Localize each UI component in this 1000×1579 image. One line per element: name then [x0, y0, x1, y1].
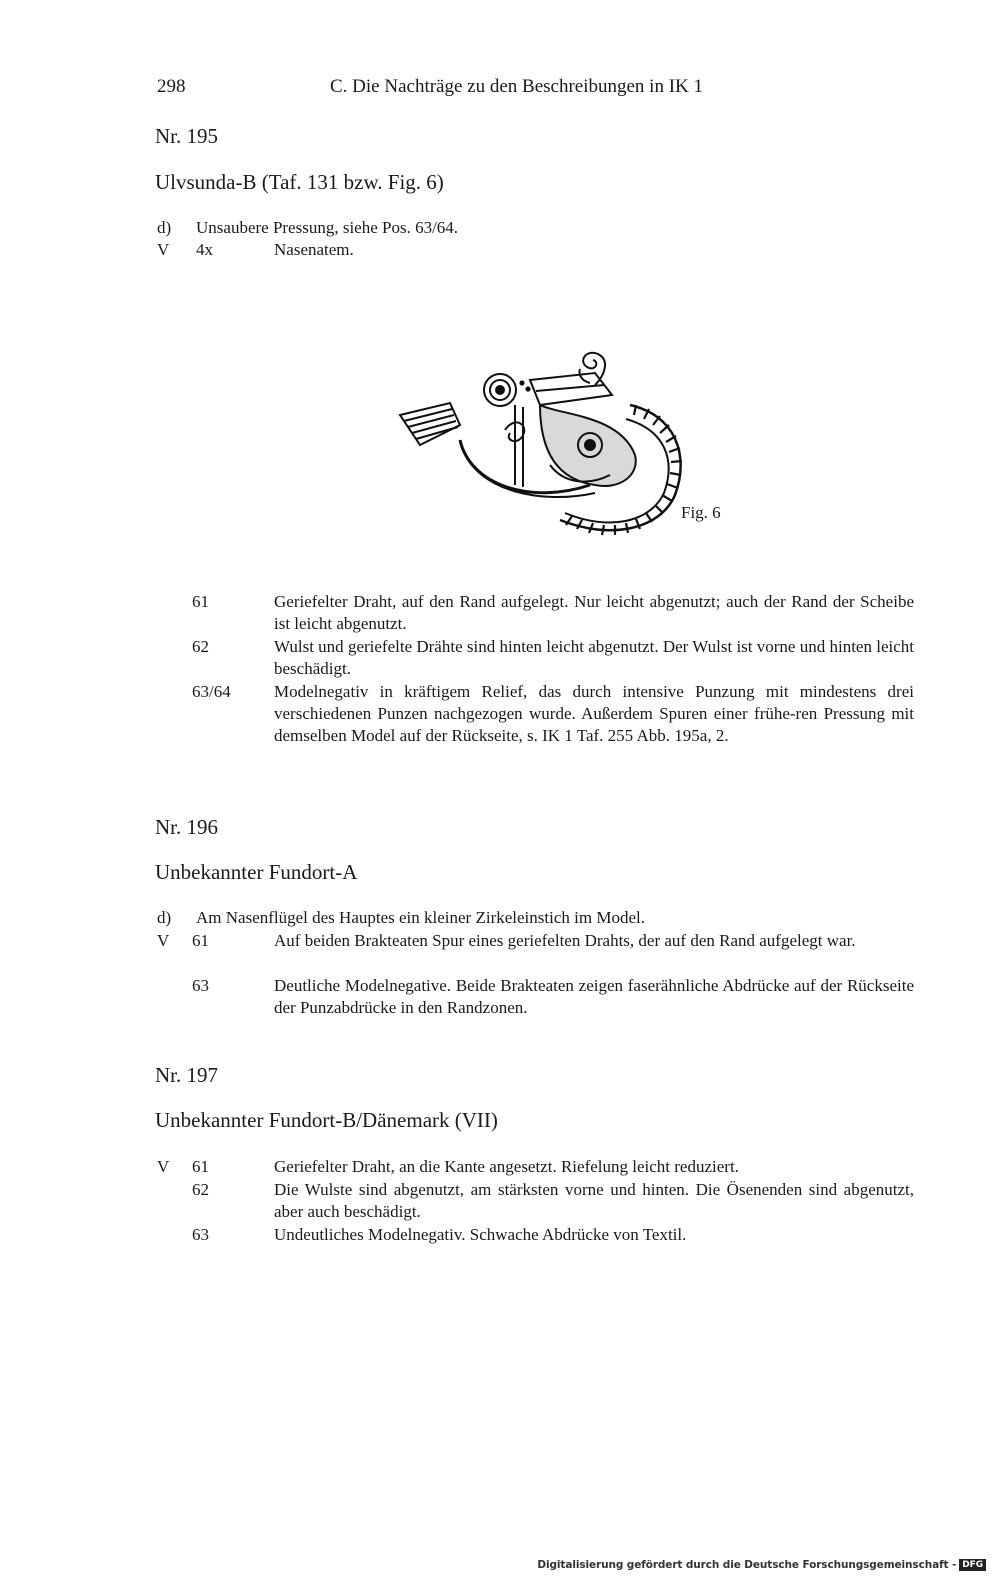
d-marker-196: d) — [157, 908, 172, 927]
item-num-196-61: 61 — [192, 931, 209, 950]
running-title: C. Die Nachträge zu den Beschreibungen in IK 1 — [330, 76, 704, 97]
d-marker-195: d) — [157, 218, 172, 237]
entry-number-197: Nr. 197 — [155, 1063, 218, 1087]
item-num-197-61: 61 — [192, 1157, 209, 1176]
page-number: 298 — [157, 76, 186, 97]
v-marker-197: V — [157, 1157, 170, 1176]
item-text-195-62: Wulst und geriefelte Drähte sind hinten leicht abgenutzt. Der Wulst ist vorne und hinten leicht beschädigt. — [274, 637, 914, 678]
entry-number-195: Nr. 195 — [155, 124, 218, 148]
entry-number-196: Nr. 196 — [155, 815, 218, 839]
v-marker-195: V — [157, 240, 170, 259]
v-code-195: 4x — [196, 240, 213, 259]
item-num-196-63: 63 — [192, 976, 209, 995]
entry-title-196: Unbekannter Fundort-A — [155, 860, 358, 884]
d-text-196: Am Nasenflügel des Hauptes ein kleiner Zirkeleinstich im Model. — [196, 908, 645, 927]
dfg-logo: DFG — [959, 1559, 986, 1571]
item-num-195-61: 61 — [192, 592, 209, 611]
bracteate-figure — [390, 345, 700, 550]
entry-title-197: Unbekannter Fundort-B/Dänemark (VII) — [155, 1108, 498, 1132]
item-text-197-63: Undeutliches Modelnegativ. Schwache Abdrücke von Textil. — [274, 1225, 687, 1244]
credit-text: Digitalisierung gefördert durch die Deutsche Forschungsgemeinschaft - — [537, 1559, 957, 1571]
v-text-195: Nasenatem. — [274, 240, 354, 259]
item-text-196-63: Deutliche Modelnegative. Beide Brakteaten zeigen faserähnliche Abdrücke auf der Rückseite der Punzabdrücke in den Randzonen. — [274, 976, 914, 1017]
item-num-197-63: 63 — [192, 1225, 209, 1244]
item-num-195-6364: 63/64 — [192, 682, 231, 701]
entry-title-195: Ulvsunda-B (Taf. 131 bzw. Fig. 6) — [155, 170, 444, 194]
item-text-197-62: Die Wulste sind abgenutzt, am stärksten vorne und hinten. Die Ösenenden sind abgenutzt, aber auch beschädigt. — [274, 1180, 914, 1221]
figure-label: Fig. 6 — [681, 503, 721, 522]
item-num-197-62: 62 — [192, 1180, 209, 1199]
item-text-195-6364: Modelnegativ in kräftigem Relief, das durch intensive Punzung mit mindestens drei verschiedenen Punzen nachgezogen wurde. Außerdem Spuren einer frühe-ren Pressung mit demselben Model auf der Rückseite, s. IK 1 Taf. 255 Abb. 195a, 2. — [274, 682, 914, 745]
item-num-195-62: 62 — [192, 637, 209, 656]
digitization-credit — [537, 1559, 986, 1571]
item-text-196-61: Auf beiden Brakteaten Spur eines geriefelten Drahts, der auf den Rand aufgelegt war. — [274, 931, 856, 950]
d-text-195: Unsaubere Pressung, siehe Pos. 63/64. — [196, 218, 459, 237]
item-text-197-61: Geriefelter Draht, an die Kante angesetzt. Riefelung leicht reduziert. — [274, 1157, 739, 1176]
item-text-195-61: Geriefelter Draht, auf den Rand aufgelegt. Nur leicht abgenutzt; auch der Rand der Scheibe ist leicht abgenutzt. — [274, 592, 914, 633]
v-marker-196: V — [157, 931, 170, 950]
